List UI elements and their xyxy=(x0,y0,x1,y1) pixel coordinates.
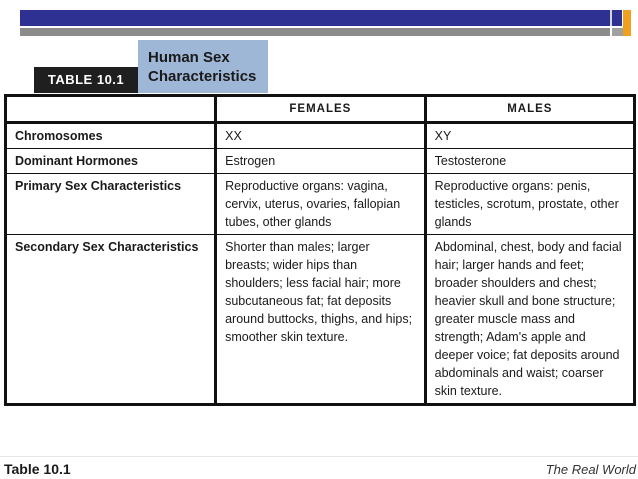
header-females: FEMALES xyxy=(216,96,426,123)
blue-bar xyxy=(20,10,610,26)
males-cell: Abdominal, chest, body and facial hair; larger hands and feet; broader shoulders and chest; heavier skull and bone structure; greater muscle mass and strength; Adam's apple and deeper voice; fat deposits around abdominals and waist; coarser skin texture. xyxy=(425,235,634,405)
header-decoration-bar xyxy=(20,10,626,38)
row-label: Secondary Sex Characteristics xyxy=(6,235,216,405)
header-males: MALES xyxy=(425,96,634,123)
table-header-row xyxy=(6,96,635,123)
grey-bar xyxy=(20,28,610,36)
footer-book-title: The Real World xyxy=(545,462,636,477)
females-cell: Reproductive organs: vagina, cervix, uterus, ovaries, fallopian tubes, other glands xyxy=(216,174,426,235)
blue-bar-end xyxy=(610,10,622,26)
footer-divider xyxy=(0,456,638,457)
males-cell: Testosterone xyxy=(425,149,634,174)
header-empty-cell xyxy=(6,96,216,123)
row-label: Dominant Hormones xyxy=(6,149,216,174)
males-cell: XY xyxy=(425,123,634,149)
females-cell: Estrogen xyxy=(216,149,426,174)
table-title: Human Sex Characteristics xyxy=(138,40,268,93)
females-cell: XX xyxy=(216,123,426,149)
sex-characteristics-table xyxy=(4,94,636,406)
table-row-chromosomes xyxy=(6,123,635,149)
females-cell: Shorter than males; larger breasts; wider hips than shoulders; less facial hair; more subcutaneous fat; fat deposits around buttocks, thighs, and hips; smoother skin texture. xyxy=(216,235,426,405)
table-row-primary xyxy=(6,174,635,235)
gold-accent-bar xyxy=(623,10,631,36)
males-cell: Reproductive organs: penis, testicles, scrotum, prostate, other glands xyxy=(425,174,634,235)
footer-table-label: Table 10.1 xyxy=(4,461,71,477)
table-row-hormones xyxy=(6,149,635,174)
row-label: Primary Sex Characteristics xyxy=(6,174,216,235)
table-row-secondary xyxy=(6,235,635,405)
row-label: Chromosomes xyxy=(6,123,216,149)
table-number-label: TABLE 10.1 xyxy=(34,67,138,93)
